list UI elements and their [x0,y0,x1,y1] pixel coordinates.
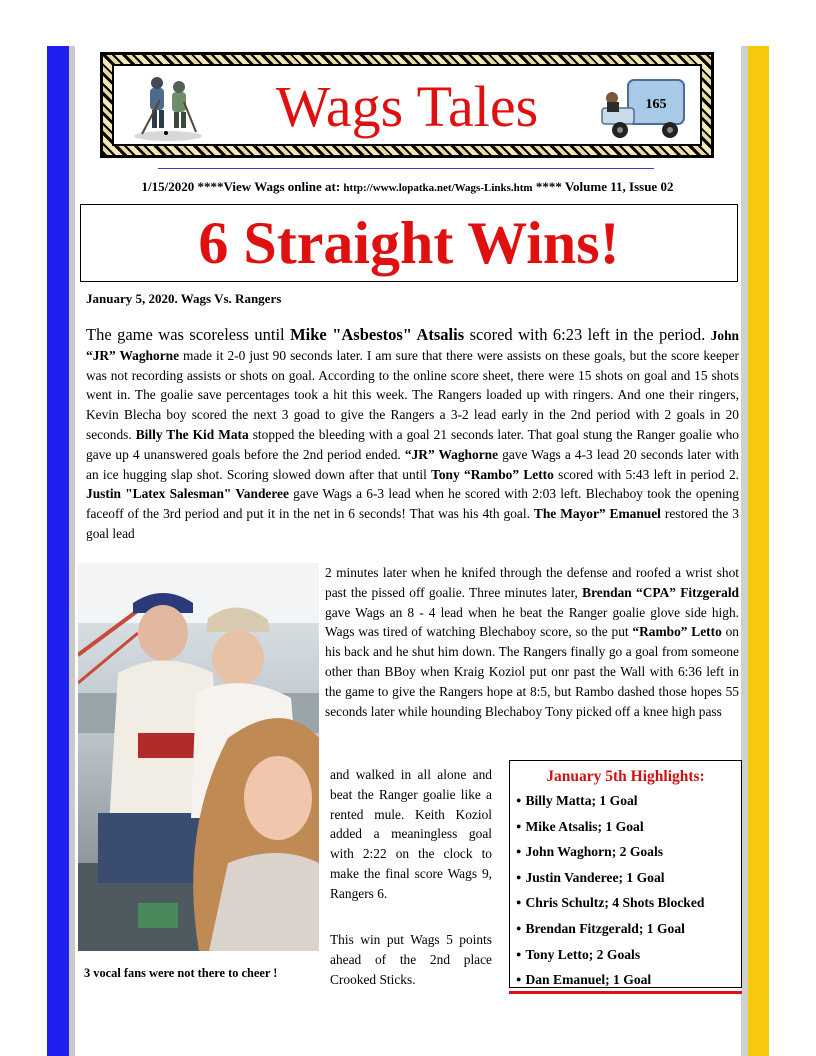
body-text: gave Wags an 8 - 4 lead when he beat the Ranger goalie glove side high. Wags was tired of watching Blechaboy score, so the put [325,604,739,640]
list-item: ● Tony Letto; 2 Goals [516,943,741,969]
player-name: Tony “Rambo” Letto [431,466,554,482]
body-text: made it 2-0 just 90 seconds later. I am sure that there were assists on these goals, but the score keeper was not recording assists or shots on goal. According to the online score sheet, there were 15 shots on goal and 15 shots went in. The goalie save percentages took a hit this week. The Rangers loaded up with ringers. And one their ringers, Kevin Blecha boy scored the next 3 goad to give the Rangers a 3-2 lead early in the 2nd period with 2 goals in 20 seconds. [86,347,740,442]
left-border-shadow [69,46,75,1056]
player-name: “Rambo” Letto [632,624,722,640]
body-text: gave Wags a 4-3 lead 20 seconds later with an ice hugging slap shot. Scoring slowed down after that until [86,446,739,482]
list-item: ● Chris Schultz; 4 Shots Blocked [516,891,741,917]
highlights-list [510,789,741,994]
right-border-shadow [741,46,748,1056]
article-paragraph-2 [325,563,739,721]
dateline-suffix: **** Volume 11, Issue 02 [532,179,674,194]
list-item: ● Justin Vanderee; 1 Goal [516,866,741,892]
article-paragraph-3 [330,765,492,904]
dateline-prefix: 1/15/2020 ****View Wags online at: [141,179,344,194]
masthead-inner [112,64,702,146]
body-text: This win put Wags 5 points ahead of the 2nd place Crooked Sticks. [330,932,492,987]
dateline [80,179,735,195]
player-name: Billy The Kid Mata [135,426,249,442]
player-name: Justin "Latex Salesman" Vanderee [86,486,289,502]
body-text: 2 minutes later when he knifed through the defense and roofed a wrist shot past the pissed off goalie. Three minutes later, [325,565,739,600]
body-text: scored with 5:43 left in period 2. [553,466,739,482]
article-paragraph-1 [86,325,739,544]
player-name: “JR” Waghorne [404,446,499,462]
lead-text: scored with 6:23 left in the period. [464,325,711,344]
list-item: ● Mike Atsalis; 1 Goal [516,815,741,841]
player-name: Brendan “CPA” Fitzgerald [582,584,739,600]
body-text: on his back and he shut him down. The Rangers finally go a goal from someone other than BBoy when Kraig Koziol put onr past the Wall with 6:36 left in the game to give the Rangers hope at 8:5, but Rambo dashed those hopes 55 seconds later while hounding Blechaboy Tony picked off a knee high pass [325,624,739,719]
highlights-title: January 5th Highlights: [546,768,705,785]
list-item: ● Billy Matta; 1 Goal [516,789,741,815]
website-link[interactable]: http://www.lopatka.net/Wags-Links.htm [343,182,533,194]
body-text: and walked in all alone and beat the Ranger goalie like a rented mule. Keith Koziol added a meaningless goal with 2:22 on the clock to make the final score Wags 9, Rangers 6. [330,767,492,901]
article-paragraph-4 [330,930,492,989]
highlights-underline [509,991,742,994]
highlights-box [509,760,742,988]
left-border-bar [47,46,69,1056]
list-item: ● Brendan Fitzgerald; 1 Goal [516,917,741,943]
zamboni-icon [598,72,690,144]
headline-box [80,204,738,282]
list-item: ● John Waghorn; 2 Goals [516,840,741,866]
fans-photo-image [78,563,319,951]
fans-photo [78,563,319,951]
masthead-title: Wags Tales [275,74,539,139]
headline: 6 Straight Wins! [198,210,620,276]
player-name: Mike "Asbestos" Atsalis [290,325,465,344]
issue-number: 165 [645,97,667,112]
body-text: gave Wags a 6-3 lead when he scored with 2:03 left. Blechaboy took the opening faceoff of the 3rd period and put it in the net in 6 seconds! That was his 4th goal. [86,486,739,522]
player-name: John “JR” Waghorne [86,328,739,363]
photo-caption: 3 vocal fans were not there to cheer ! [84,966,278,980]
article-subhead: January 5, 2020. Wags Vs. Rangers [86,291,282,306]
body-text: stopped the bleeding with a goal 21 seconds later. That goal stung the Ranger goalie who gave up 4 unanswered goals before the 2nd period ended. [86,426,739,462]
right-border-bar [748,46,769,1056]
lead-text: The game was scoreless until [86,325,291,344]
body-text: restored the 3 goal lead [86,506,739,541]
list-item: ● Dan Emanuel; 1 Goal [516,968,741,994]
divider-rule [158,168,654,169]
masthead [100,52,714,158]
player-name: The Mayor” Emanuel [533,506,661,522]
